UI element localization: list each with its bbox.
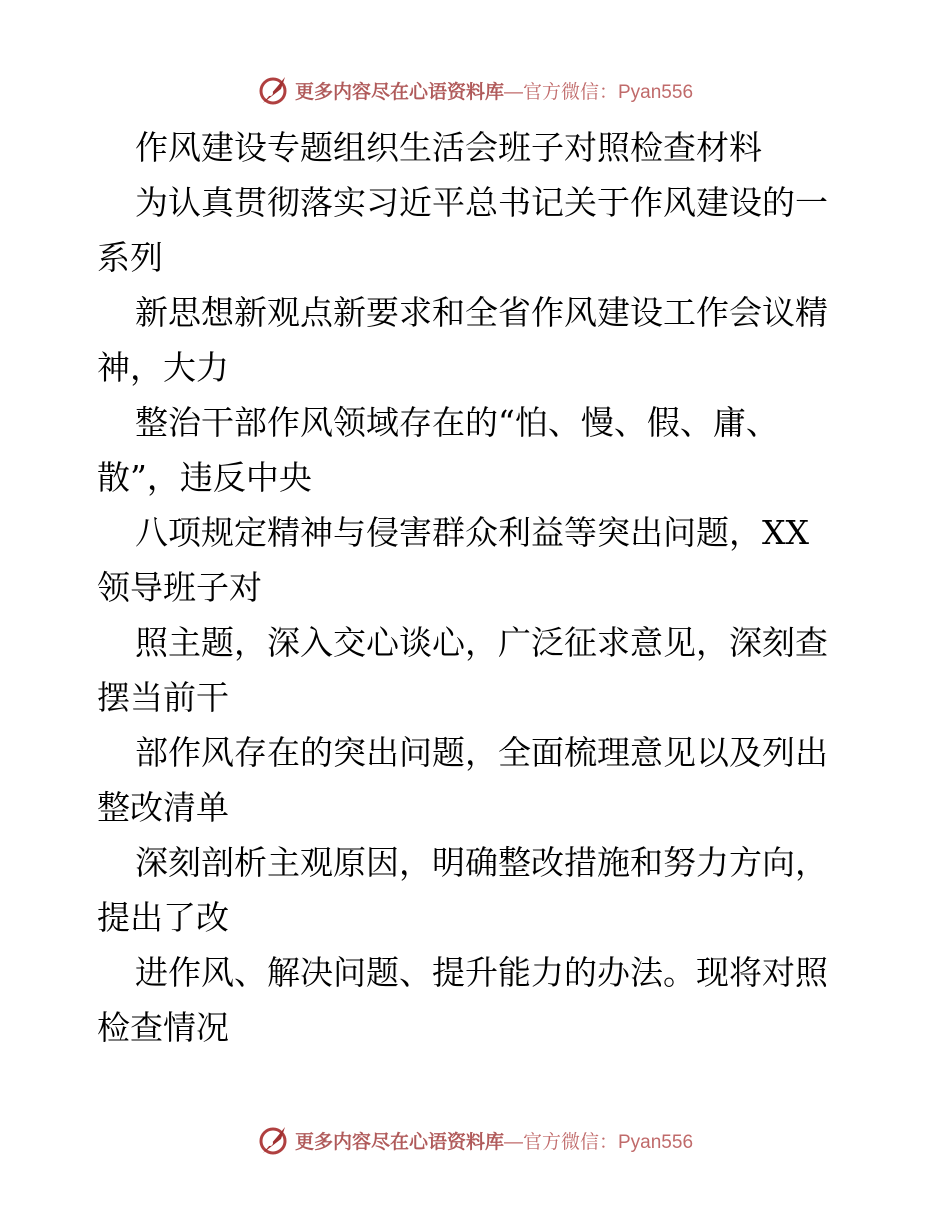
document-line: 作风建设专题组织生活会班子对照检查材料 xyxy=(135,128,762,167)
document-line: 整治干部作风领域存在的“怕、慢、假、庸、 xyxy=(135,403,779,442)
document-line: 整改清单 xyxy=(97,788,229,827)
document-line: 进作风、解决问题、提升能力的办法。现将对照 xyxy=(135,953,828,992)
document-line: 摆当前干 xyxy=(97,678,229,717)
document-line: 深刻剖析主观原因，明确整改措施和努力方向， xyxy=(135,843,828,882)
watermark-wechat-text: —官方微信：Pyan556 xyxy=(504,1131,694,1153)
watermark-site-text: 更多内容尽在心语资料库 xyxy=(294,80,504,103)
quill-circle-logo-icon xyxy=(257,73,291,107)
document-line: 神，大力 xyxy=(97,348,229,387)
document-line: 为认真贯彻落实习近平总书记关于作风建设的一 xyxy=(135,183,828,222)
document-line: 检查情况 xyxy=(97,1008,229,1047)
document-line: 提出了改 xyxy=(97,898,229,937)
document-line: 照主题，深入交心谈心，广泛征求意见，深刻查 xyxy=(135,623,828,662)
document-line: 领导班子对 xyxy=(97,568,262,607)
document-line: 新思想新观点新要求和全省作风建设工作会议精 xyxy=(135,293,828,332)
header-watermark xyxy=(0,70,950,110)
document-line: 部作风存在的突出问题，全面梳理意见以及列出 xyxy=(135,733,828,772)
watermark-site-text: 更多内容尽在心语资料库 xyxy=(294,1130,504,1153)
footer-watermark xyxy=(0,1120,950,1160)
document-line: 八项规定精神与侵害群众利益等突出问题，XX xyxy=(135,513,809,552)
document-body xyxy=(97,120,867,1055)
watermark-wechat-text: —官方微信：Pyan556 xyxy=(504,81,694,103)
document-line: 系列 xyxy=(97,238,163,277)
quill-circle-logo-icon xyxy=(257,1123,291,1157)
document-line: 散”，违反中央 xyxy=(97,458,312,497)
